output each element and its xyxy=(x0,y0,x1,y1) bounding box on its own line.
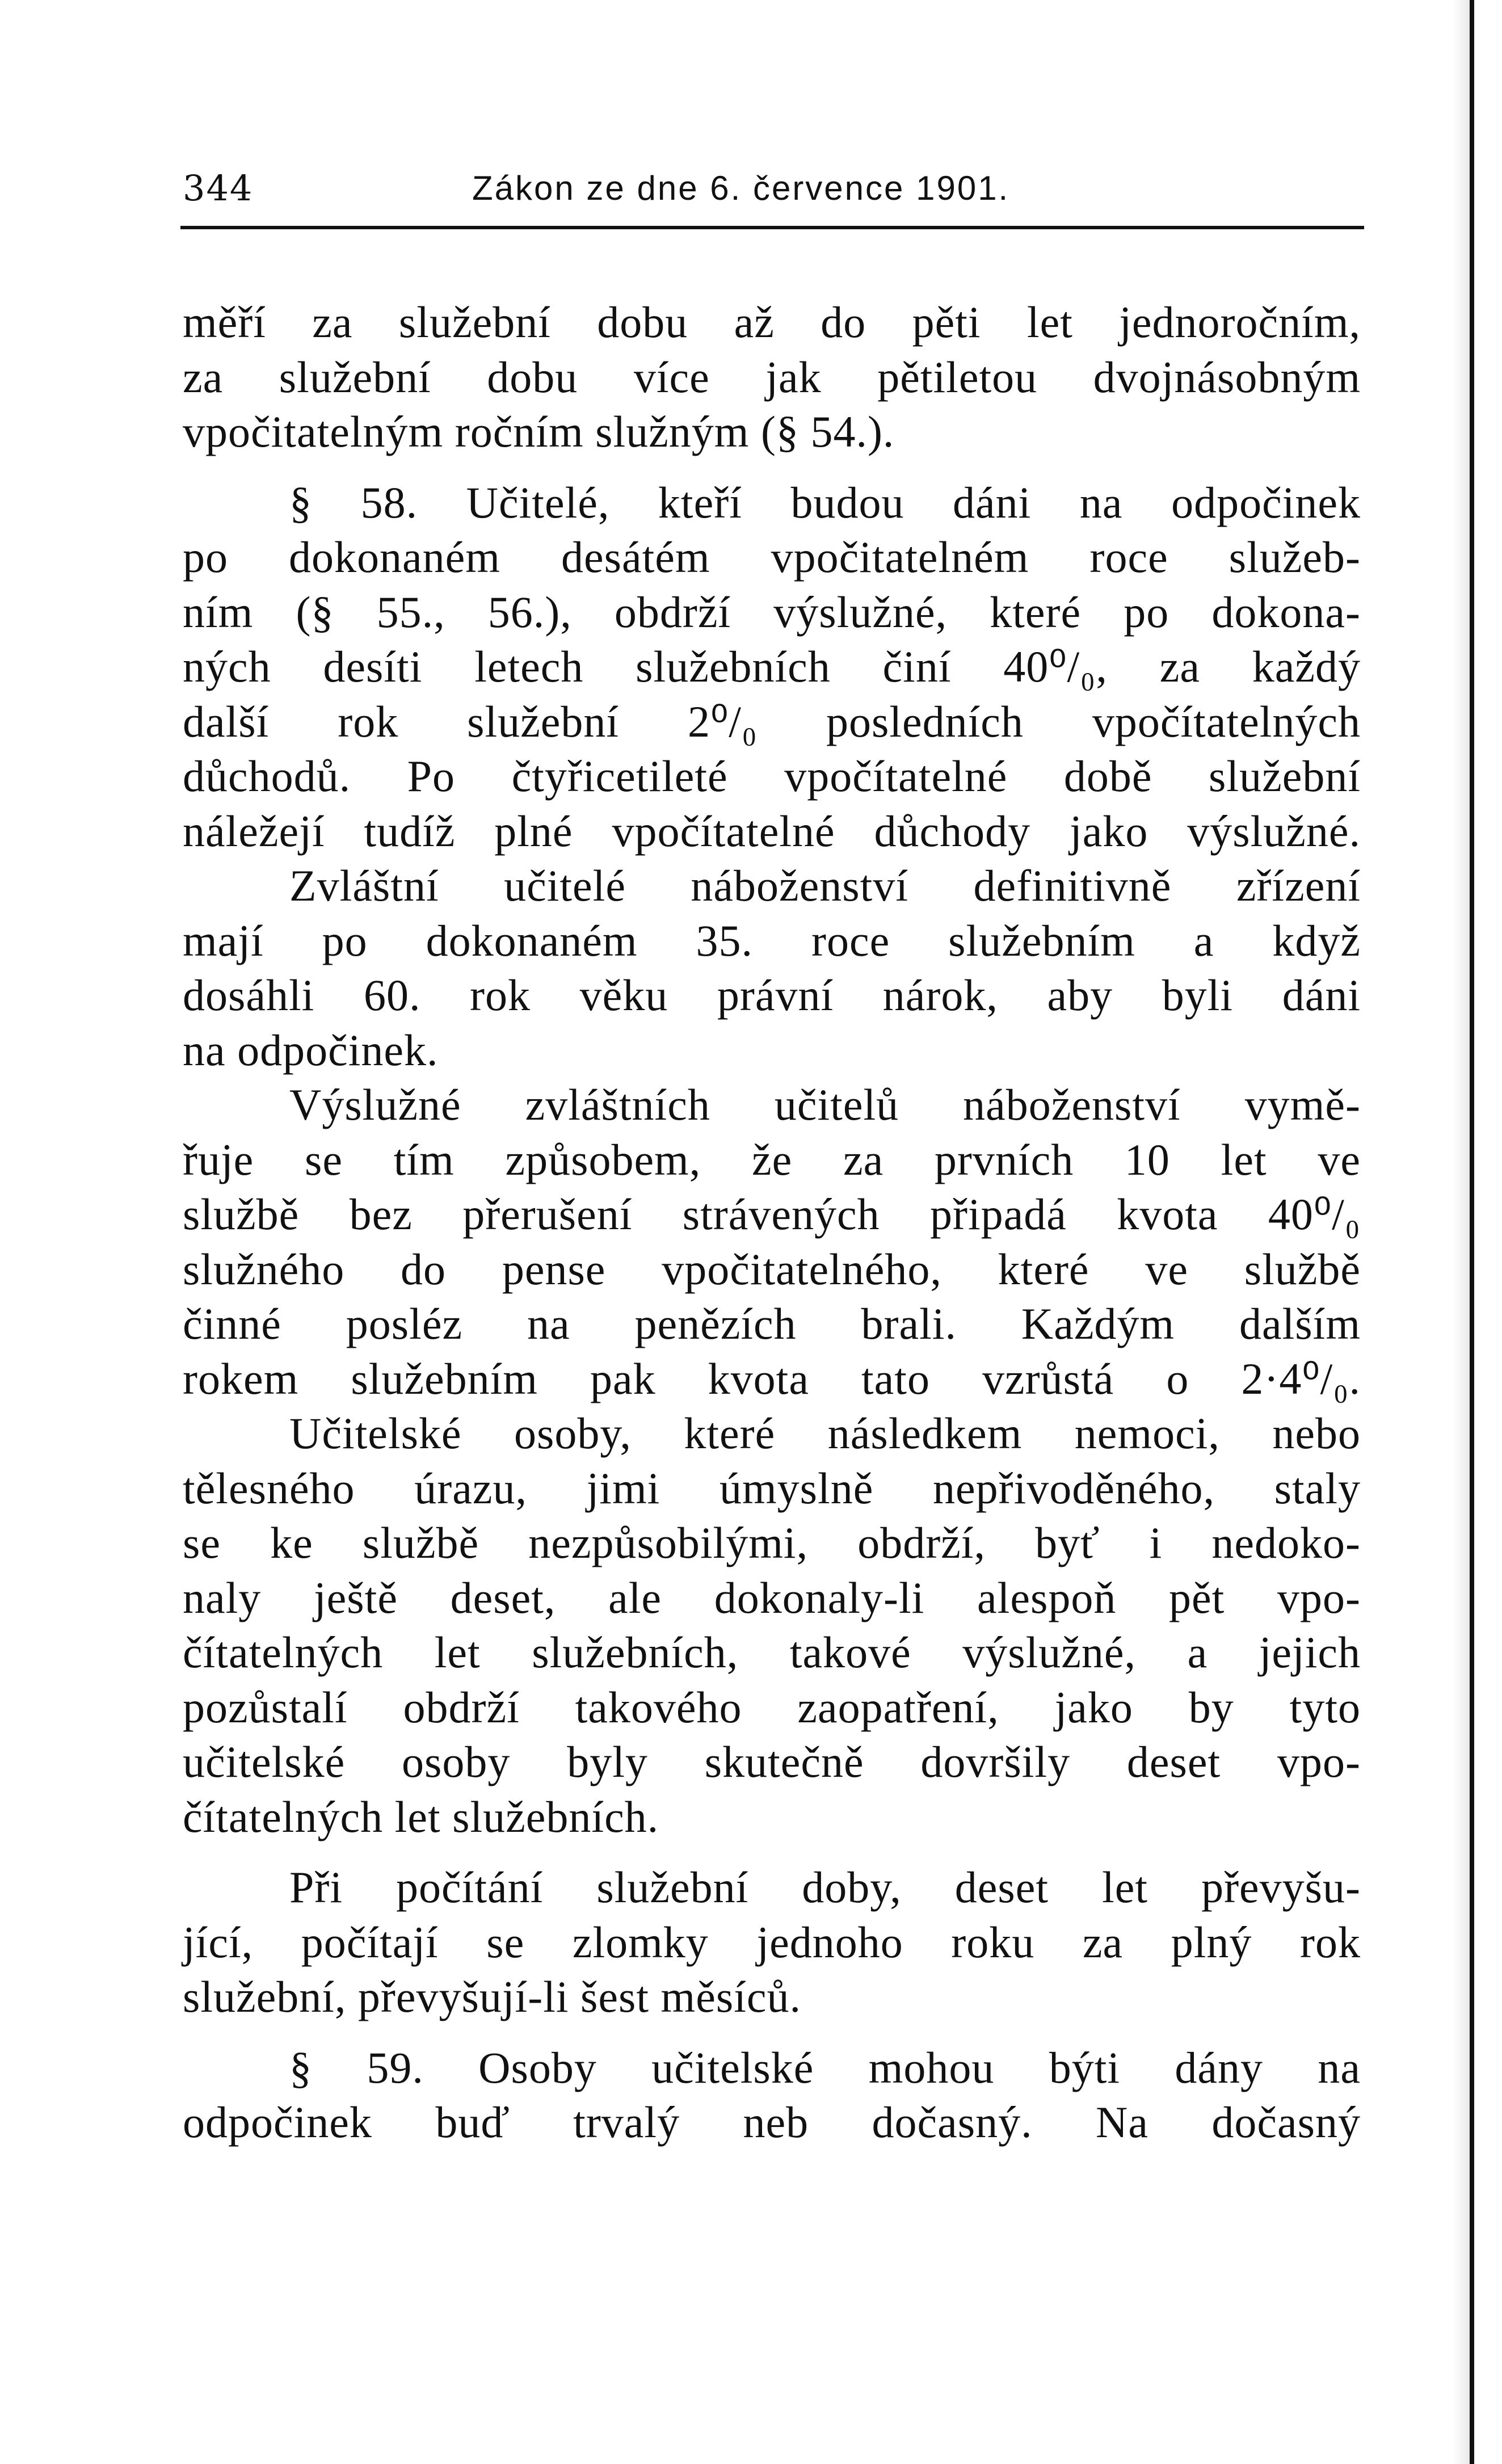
text-line: odpočinek buď trvalý neb dočasný. Na dočasný xyxy=(183,2097,1361,2147)
text-line: jící, počítají se zlomky jednoho roku za plný rok xyxy=(183,1917,1361,1967)
text-line: učitelské osoby byly skutečně dovršily deset vpo- xyxy=(183,1737,1361,1786)
text-line: se ke službě nezpůsobilými, obdrží, byť i nedoko- xyxy=(183,1518,1361,1567)
text-line: Zvláštní učitelé náboženství definitivně zřízení xyxy=(289,861,1361,910)
text-line: § 58. Učitelé, kteří budou dáni na odpočinek xyxy=(289,477,1361,527)
page-edge-shadow xyxy=(1453,0,1470,2464)
running-title: Zákon ze dne 6. července 1901. xyxy=(472,169,1010,207)
text-line: § 59. Osoby učitelské mohou býti dány na xyxy=(289,2042,1361,2092)
text-line: Při počítání služební doby, deset let převyšu- xyxy=(289,1862,1361,1912)
text-line: ných desíti letech služebních činí 40⁰/₀, za každý xyxy=(183,642,1361,691)
text-line: naly ještě deset, ale dokonaly-li alespoň pět vpo- xyxy=(183,1572,1361,1622)
paragraph-gap xyxy=(183,1844,1361,1860)
text-line: ním (§ 55., 56.), obdrží výslužné, které po dokona- xyxy=(183,587,1361,637)
text-line: činné posléz na penězích brali. Každým dalším xyxy=(183,1299,1361,1348)
text-line: čítatelných let služebních. xyxy=(183,1792,659,1841)
text-line: měří za služební dobu až do pěti let jednoročním, xyxy=(183,297,1361,347)
page-number: 344 xyxy=(183,167,254,209)
text-line: náležejí tudíž plné vpočítatelné důchody jako výslužné. xyxy=(183,806,1361,856)
text-line: po dokonaném desátém vpočitatelném roce služeb- xyxy=(183,532,1361,582)
paragraph-gap xyxy=(183,460,1361,476)
text-line: vpočitatelným ročním služným (§ 54.). xyxy=(183,407,895,456)
page-edge xyxy=(1470,0,1474,2464)
text-line: dosáhli 60. rok věku právní nárok, aby byli dáni xyxy=(183,970,1361,1020)
text-line: službě bez přerušení strávených připadá kvota 40⁰/₀ xyxy=(183,1189,1361,1239)
body-text xyxy=(183,295,1361,2150)
text-line: pozůstalí obdrží takového zaopatření, jako by tyto xyxy=(183,1682,1361,1732)
text-line: Výslužné zvláštních učitelů náboženství vymě- xyxy=(289,1080,1361,1129)
paragraph-gap xyxy=(183,2025,1361,2041)
text-line: služného do pense vpočitatelného, které ve službě xyxy=(183,1244,1361,1294)
text-line: tělesného úrazu, jimi úmyslně nepřivoděného, staly xyxy=(183,1463,1361,1513)
text-line: za služební dobu více jak pětiletou dvojnásobným xyxy=(183,352,1361,402)
header-rule xyxy=(180,226,1364,229)
page-header xyxy=(183,167,1363,213)
text-line: řuje se tím způsobem, že za prvních 10 let ve xyxy=(183,1134,1361,1184)
text-line: důchodů. Po čtyřicetileté vpočítatelné době služební xyxy=(183,751,1361,801)
text-line: rokem služebním pak kvota tato vzrůstá o 2·4⁰/₀. xyxy=(183,1353,1361,1403)
text-line: na odpočinek. xyxy=(183,1025,439,1075)
text-line: další rok služební 2⁰/₀ posledních vpočítatelných xyxy=(183,696,1361,746)
text-line: služební, převyšují-li šest měsíců. xyxy=(183,1972,801,2021)
text-line: čítatelných let služebních, takové výslužné, a jejich xyxy=(183,1628,1361,1677)
text-line: Učitelské osoby, které následkem nemoci, nebo xyxy=(289,1408,1361,1458)
text-line: mají po dokonaném 35. roce služebním a když xyxy=(183,915,1361,965)
